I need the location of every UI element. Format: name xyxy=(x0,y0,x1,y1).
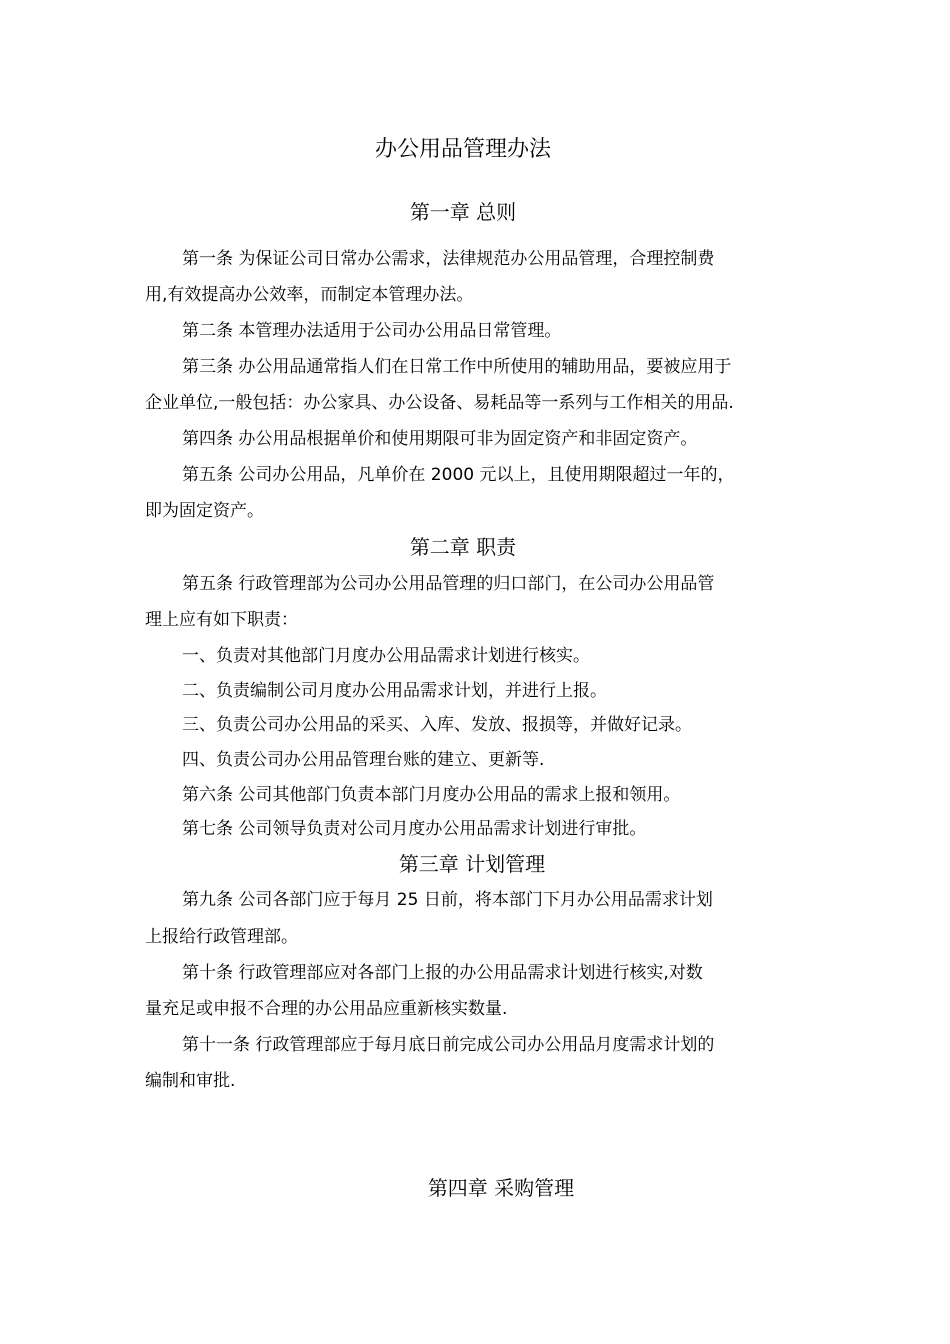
document-title: 办公用品管理办法 xyxy=(374,137,551,162)
paragraph-line: 四、负责公司办公用品管理台账的建立、更新等. xyxy=(182,750,545,770)
paragraph-line: 编制和审批. xyxy=(145,1071,236,1091)
paragraph-line: 第五条 公司办公用品，凡单价在 2000 元以上，且使用期限超过一年的， xyxy=(182,465,735,485)
paragraph-line: 用,有效提高办公效率，而制定本管理办法。 xyxy=(145,285,474,305)
paragraph-line: 上报给行政管理部。 xyxy=(145,927,298,947)
paragraph-line: 第十条 行政管理部应对各部门上报的办公用品需求计划进行核实,对数 xyxy=(182,963,703,983)
paragraph-line: 第七条 公司领导负责对公司月度办公用品需求计划进行审批。 xyxy=(182,819,647,839)
paragraph-line: 量充足或申报不合理的办公用品应重新核实数量. xyxy=(145,999,508,1019)
paragraph-line: 第十一条 行政管理部应于每月底日前完成公司办公用品月度需求计划的 xyxy=(182,1035,715,1055)
paragraph-line: 第四条 办公用品根据单价和使用期限可非为固定资产和非固定资产。 xyxy=(182,429,698,449)
paragraph-line: 第三条 办公用品通常指人们在日常工作中所使用的辅助用品，要被应用于 xyxy=(182,357,732,377)
paragraph-line: 理上应有如下职责： xyxy=(145,610,298,630)
chapter-heading: 第四章 采购管理 xyxy=(427,1176,575,1200)
chapter-heading: 第一章 总则 xyxy=(409,200,517,224)
chapter-heading: 第二章 职责 xyxy=(409,535,517,559)
paragraph-line: 三、负责公司办公用品的采买、入库、发放、报损等，并做好记录。 xyxy=(182,715,692,735)
paragraph-line: 第五条 行政管理部为公司办公用品管理的归口部门，在公司办公用品管 xyxy=(182,574,715,594)
paragraph-line: 即为固定资产。 xyxy=(145,501,264,521)
paragraph-line: 一、负责对其他部门月度办公用品需求计划进行核实。 xyxy=(182,646,590,666)
paragraph-line: 第九条 公司各部门应于每月 25 日前，将本部门下月办公用品需求计划 xyxy=(182,890,713,910)
paragraph-line: 第一条 为保证公司日常办公需求，法律规范办公用品管理，合理控制费 xyxy=(182,249,715,269)
paragraph-line: 第二条 本管理办法适用于公司办公用品日常管理。 xyxy=(182,321,562,341)
paragraph-line: 企业单位,一般包括：办公家具、办公设备、易耗品等一系列与工作相关的用品. xyxy=(145,393,734,413)
paragraph-line: 第六条 公司其他部门负责本部门月度办公用品的需求上报和领用。 xyxy=(182,785,681,805)
chapter-heading: 第三章 计划管理 xyxy=(398,852,546,876)
paragraph-line: 二、负责编制公司月度办公用品需求计划，并进行上报。 xyxy=(182,681,607,701)
